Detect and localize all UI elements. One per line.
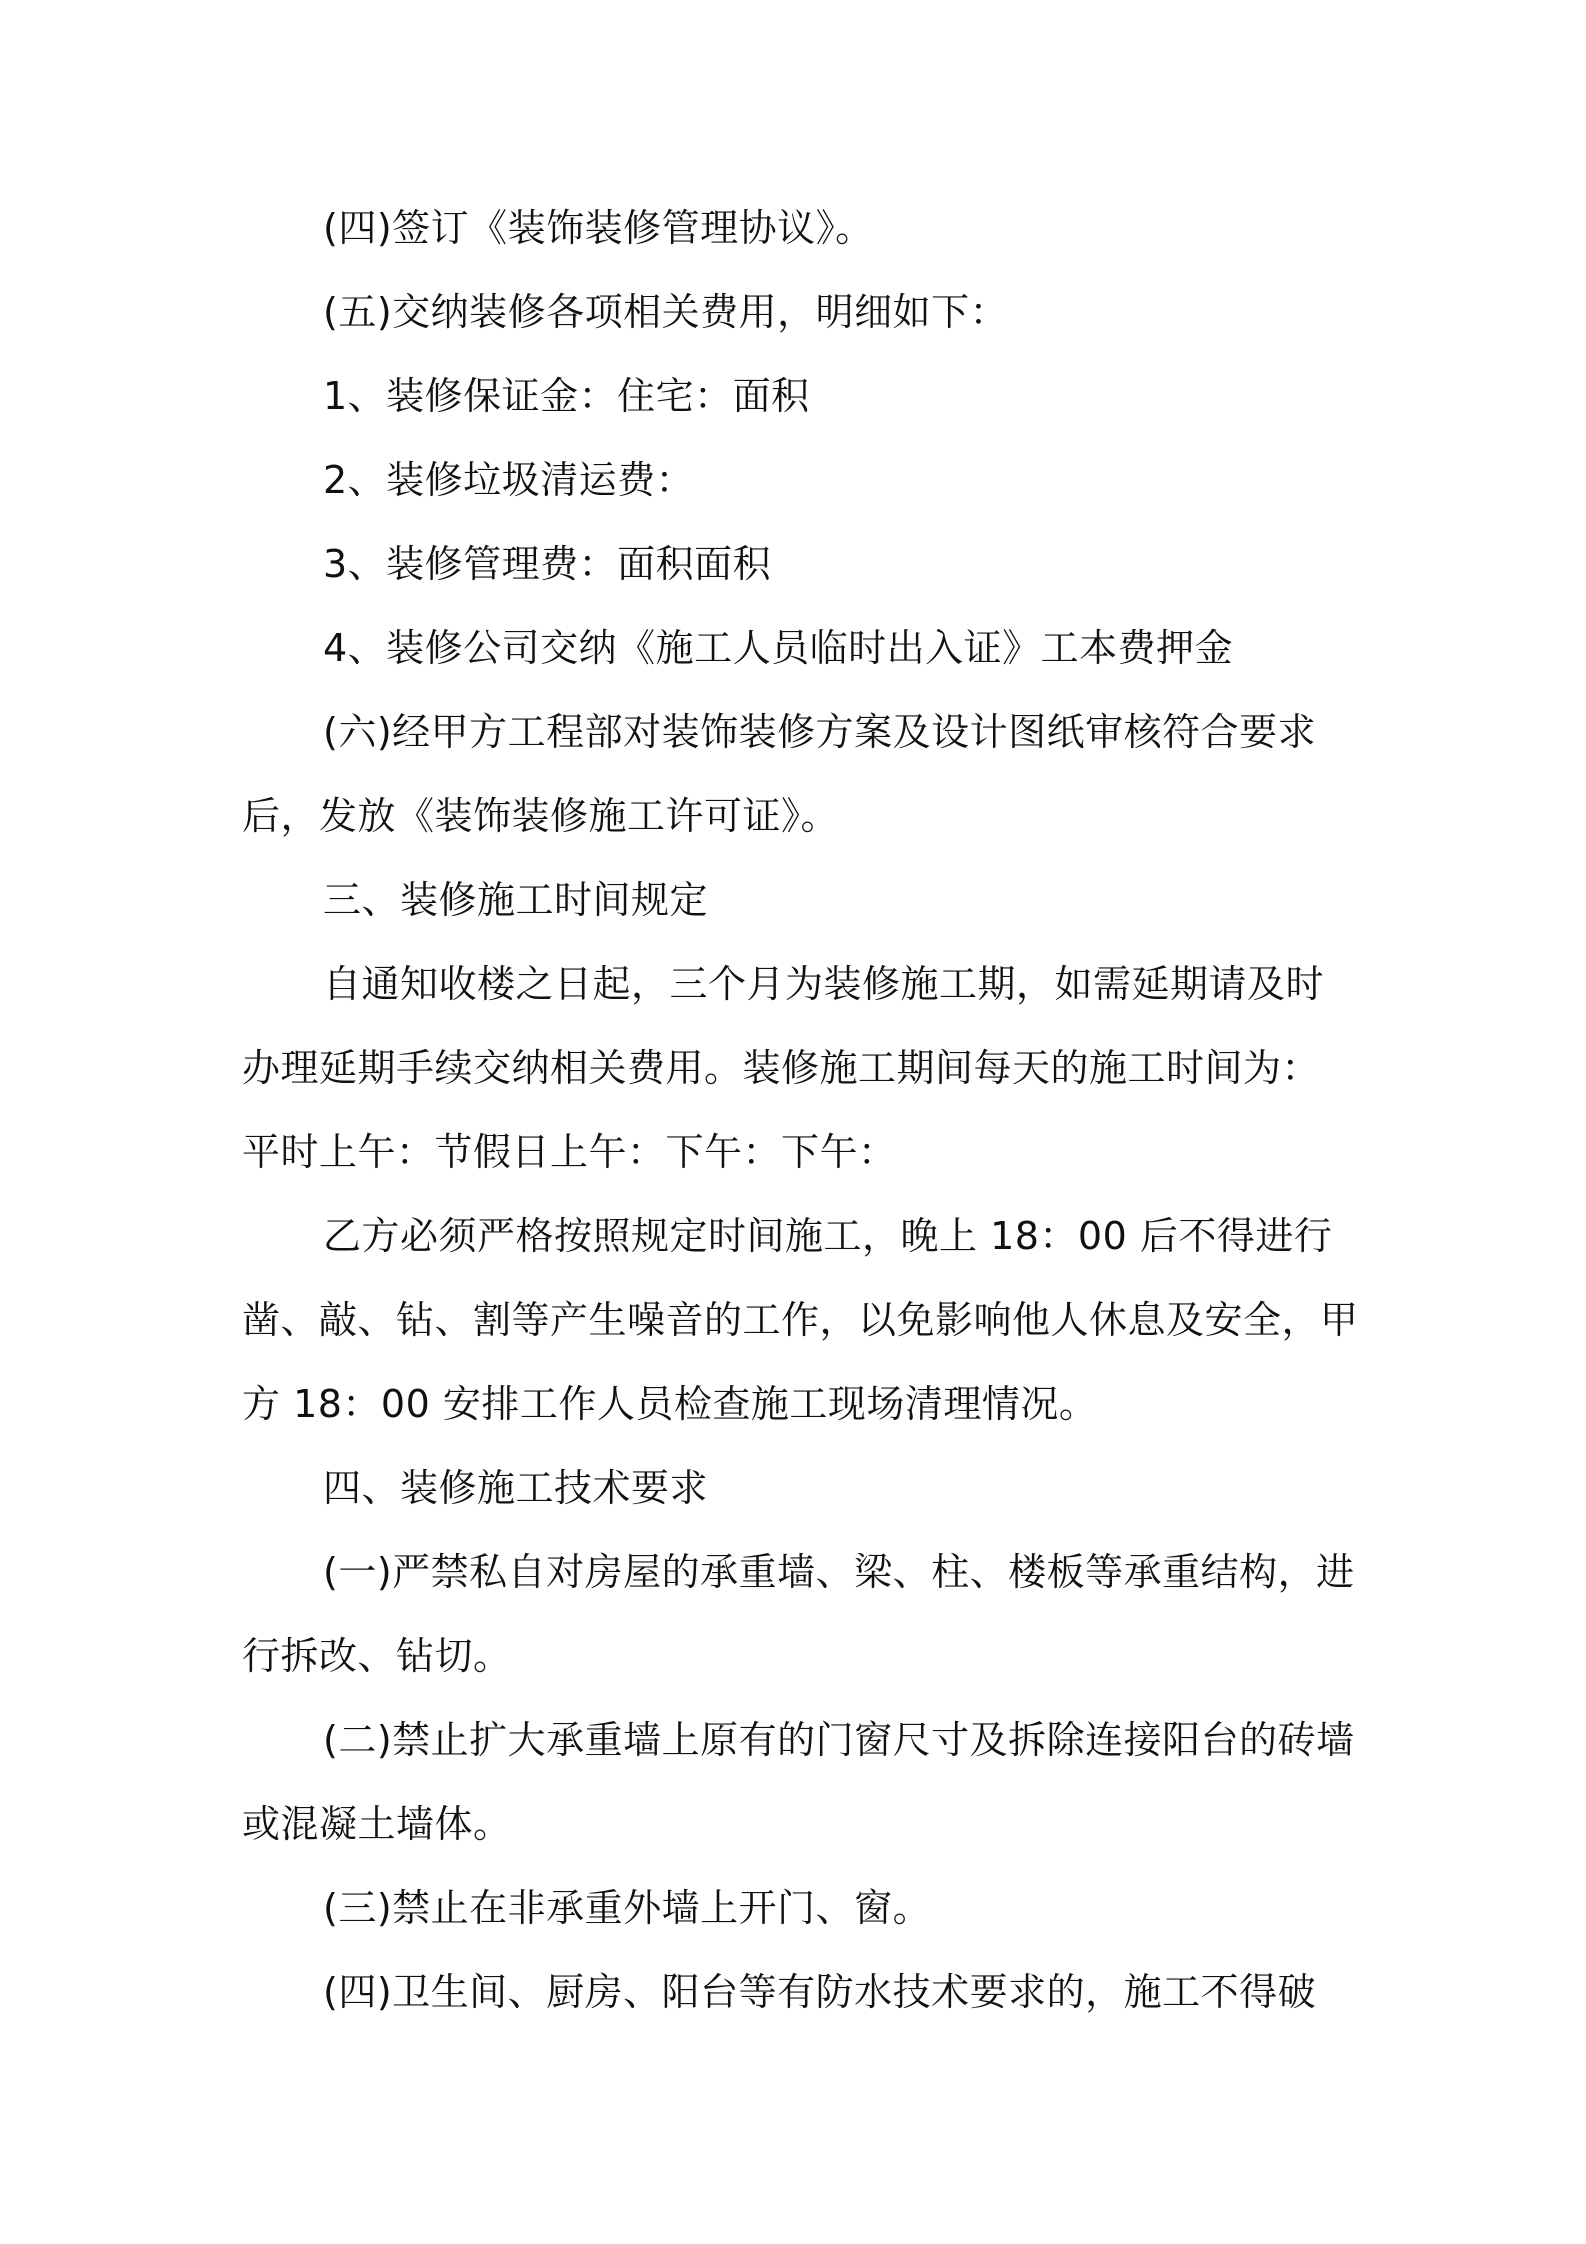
- paragraph-time-rule: 自通知收楼之日起，三个月为装修施工期，如需延期请及时办理延期手续交纳相关费用。装修施工期间每天的施工时间为：: [242, 962, 1325, 1090]
- paragraph-tech-rule-3: (三)禁止在非承重外墙上开门、窗。: [323, 1886, 932, 1930]
- paragraph-tech-rule-4: (四)卫生间、厨房、阳台等有防水技术要求的，施工不得破: [323, 1970, 1317, 2014]
- paragraph-fee-waste: 2、装修垃圾清运费：: [323, 458, 695, 502]
- section-heading-technical: 四、装修施工技术要求: [323, 1466, 709, 1510]
- paragraph-sign-agreement: (四)签订《装饰装修管理协议》。: [323, 206, 874, 250]
- paragraph-tech-rule-1: (一)严禁私自对房屋的承重墙、梁、柱、楼板等承重结构，进行拆改、钻切。: [242, 1550, 1355, 1678]
- paragraph-fees-intro: (五)交纳装修各项相关费用，明细如下：: [323, 290, 1009, 334]
- paragraph-fee-deposit: 1、装修保证金：住宅：面积: [323, 374, 810, 418]
- section-heading-time: 三、装修施工时间规定: [323, 878, 709, 922]
- document-body: [242, 186, 1362, 2034]
- paragraph-fee-management: 3、装修管理费：面积面积: [323, 542, 772, 586]
- paragraph-fee-pass: 4、装修公司交纳《施工人员临时出入证》工本费押金: [323, 626, 1234, 670]
- paragraph-permit: (六)经甲方工程部对装饰装修方案及设计图纸审核符合要求后，发放《装饰装修施工许可证》。: [242, 710, 1317, 838]
- paragraph-work-hours: 平时上午：节假日上午：下午：下午：: [242, 1130, 897, 1174]
- paragraph-tech-rule-2: (二)禁止扩大承重墙上原有的门窗尺寸及拆除连接阳台的砖墙或混凝土墙体。: [242, 1718, 1355, 1846]
- paragraph-noise-rule: 乙方必须严格按照规定时间施工，晚上 18：00 后不得进行凿、敲、钻、割等产生噪音的工作，以免影响他人休息及安全，甲方 18：00 安排工作人员检查施工现场清理情况。: [242, 1214, 1359, 1426]
